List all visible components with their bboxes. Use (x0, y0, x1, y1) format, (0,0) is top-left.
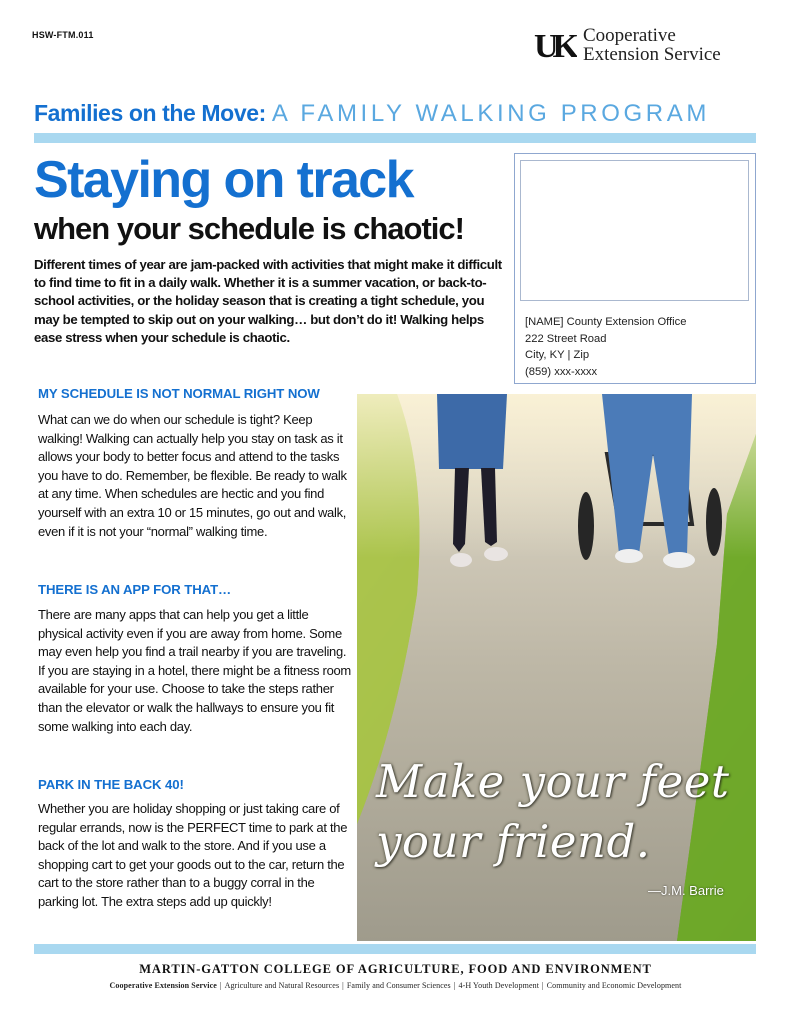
quote-line-1: Make your feet (376, 755, 730, 808)
quote-line-2: your friend. (376, 815, 651, 868)
section-heading-schedule: MY SCHEDULE IS NOT NORMAL RIGHT NOW (38, 386, 320, 401)
document-code: HSW-FTM.011 (32, 30, 94, 40)
college-name: MARTIN-GATTON COLLEGE OF AGRICULTURE, FOOD AND ENVIRONMENT (139, 962, 652, 976)
footer-program-item: 4-H Youth Development (458, 981, 540, 990)
quote-author: —J.M. Barrie (648, 883, 724, 898)
section-body-schedule: What can we do when our schedule is tight? Keep walking! Walking can actually help you stay on task as it allows your body to better focus and attend to the tasks you have to do. Remember, be flexible. Be ready to walk at any time. When schedules are hectic and you find yourself with an extra 10 or 15 minutes, go out and walk, even if it is not your “normal” walking time. (38, 412, 347, 539)
extension-service-wordmark (583, 26, 721, 64)
footer-program-item: Cooperative Extension Service (109, 981, 217, 990)
office-street: 222 Street Road (525, 332, 607, 345)
section-heading-park: PARK IN THE BACK 40! (38, 777, 184, 792)
section-body-app: There are many apps that can help you get a little physical activity even if you are away from home. Some may even help you find a trail nearby if you are traveling. If you are staying in a hotel, there might be a fitness room available for your use. Choose to take the steps rather than the elevator or walk the hallways to ensure you fit some walking into each day. (38, 607, 351, 734)
footer-program-list: Cooperative Extension Service | Agriculture and Natural Resources | Family and Consumer Sciences | 4-H Youth Development | Community and Economic Development (109, 981, 682, 990)
county-office-box (514, 153, 756, 384)
footer-program-item: Community and Economic Development (546, 981, 682, 990)
program-name-bold: Families on the Move: (34, 100, 266, 126)
pull-quote (376, 752, 736, 872)
intro-paragraph: Different times of year are jam-packed with activities that might make it difficult to find time to fit in a daily walk. Whether it is a summer vacation, or back-to-school activities, or the holiday season that is creating a tight schedule, you may be tempted to skip out on your walking… but don’t do it! Walking helps ease stress when your schedule is chaotic. (34, 257, 502, 345)
top-divider (34, 133, 756, 143)
headline: Staying on track (34, 151, 413, 209)
office-city: City, KY | Zip (525, 349, 590, 361)
program-title (34, 100, 710, 128)
subheadline: when your schedule is chaotic! (34, 211, 464, 246)
footer-program-item: Family and Consumer Sciences (346, 981, 451, 990)
office-address (525, 314, 686, 380)
svg-text:UK: UK (534, 28, 573, 63)
uk-extension-logo (533, 26, 721, 64)
footer-program-item: Agriculture and Natural Resources (224, 981, 340, 990)
office-phone: (859) xxx-xxxx (525, 365, 598, 378)
logo-line-2: Extension Service (583, 44, 721, 65)
logo-line-1: Cooperative (583, 25, 676, 46)
section-body-park: Whether you are holiday shopping or just taking care of regular errands, now is the PERFECT time to park at the back of the lot and walk to the store. And if you use a shopping cart to get your goods out to the car, return the cart to the store rather than to a buggy corral in the parking lot. The extra steps add up quickly! (38, 801, 348, 909)
office-name: [NAME] County Extension Office (525, 316, 687, 328)
bottom-divider (34, 944, 756, 954)
section-heading-app: THERE IS AN APP FOR THAT… (38, 582, 232, 597)
office-logo-placeholder (520, 160, 749, 301)
program-name-light: A FAMILY WALKING PROGRAM (271, 100, 710, 127)
uk-logo-icon (533, 27, 577, 63)
